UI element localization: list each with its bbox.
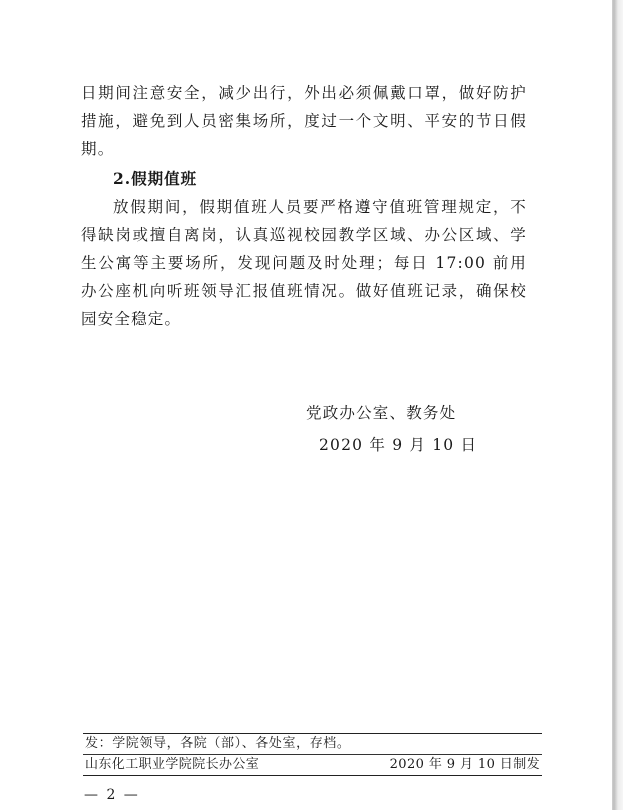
section-heading-holiday-duty: 2.假期值班: [113, 169, 198, 188]
signature-organization: 党政办公室、教务处: [306, 404, 457, 422]
page-number: — 2 —: [84, 787, 140, 803]
distribution-list: 发：学院领导，各院（部）、各处室，存档。: [85, 736, 351, 751]
signature-date: 2020 年 9 月 10 日: [319, 436, 478, 454]
page-shadow-edge: [612, 0, 623, 810]
issue-date: 2020 年 9 月 10 日制发: [389, 757, 540, 772]
body-paragraph-safety: 日期间注意安全，减少出行，外出必须佩戴口罩，做好防护措施，避免到人员密集场所，度过一个文明、平安的节日假期。: [81, 84, 527, 158]
issuer-office: 山东化工职业学院院长办公室: [85, 757, 260, 772]
body-paragraph-duty: 放假期间，假期值班人员要严格遵守值班管理规定，不得缺岗或擅自离岗，认真巡视校园教学区域、办公区域、学生公寓等主要场所，发现问题及时处理；每日 17:00 前用办公座机向听班领导汇报值班情况。做好值班记录，确保校园安全稳定。: [81, 198, 527, 328]
document-footer: [83, 733, 542, 776]
footer-bottom-rule: [83, 775, 542, 776]
issuer-row: [83, 755, 542, 775]
